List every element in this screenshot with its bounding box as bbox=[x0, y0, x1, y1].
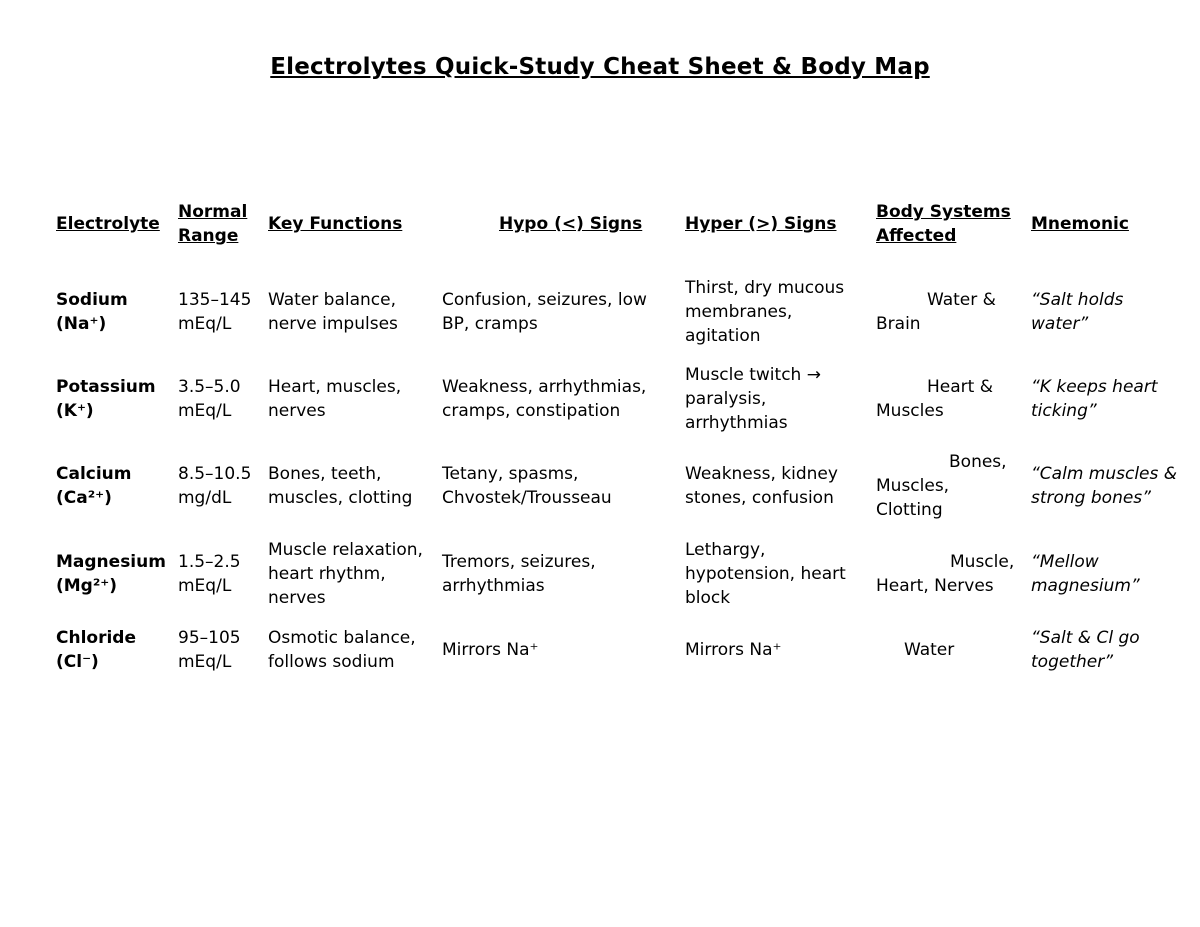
electrolyte-symbol-line: (Mg²⁺) bbox=[56, 576, 118, 596]
electrolyte-name-line: Potassium bbox=[56, 377, 156, 397]
key-functions bbox=[268, 375, 401, 423]
text-line: Weakness, arrhythmias, bbox=[442, 377, 647, 397]
text-line: “Salt holds bbox=[1031, 290, 1124, 310]
text-line: Heart, muscles, bbox=[268, 377, 402, 397]
text-line: Confusion, seizures, low bbox=[442, 290, 647, 310]
normal-range bbox=[178, 288, 251, 336]
mnemonic bbox=[1031, 626, 1140, 674]
hypo-signs bbox=[442, 288, 647, 336]
key-functions bbox=[268, 538, 423, 610]
text-line: arrhythmias bbox=[685, 413, 788, 433]
text-line: block bbox=[685, 588, 731, 608]
range-value: 135–145 bbox=[178, 290, 252, 310]
electrolyte-name-line: Chloride bbox=[56, 628, 136, 648]
text-line: Tetany, spasms, bbox=[442, 464, 579, 484]
text-line: Bones, bbox=[949, 452, 1007, 472]
mnemonic bbox=[1031, 375, 1157, 423]
range-unit: mEq/L bbox=[178, 401, 232, 421]
range-unit: mEq/L bbox=[178, 652, 232, 672]
electrolyte-name bbox=[56, 550, 166, 598]
range-unit: mEq/L bbox=[178, 576, 232, 596]
range-unit: mg/dL bbox=[178, 488, 232, 508]
header-electrolyte: Electrolyte bbox=[56, 214, 160, 234]
electrolyte-name-line: Magnesium bbox=[56, 552, 166, 572]
text-line: Brain bbox=[876, 314, 921, 334]
text-line: “Mellow bbox=[1031, 552, 1099, 572]
text-line: strong bones” bbox=[1031, 488, 1151, 508]
text-line: “Salt & Cl go bbox=[1031, 628, 1140, 648]
text-line: Clotting bbox=[876, 500, 943, 520]
normal-range bbox=[178, 626, 241, 674]
text-line: membranes, bbox=[685, 302, 793, 322]
normal-range bbox=[178, 462, 251, 510]
text-line: hypotension, heart bbox=[685, 564, 846, 584]
electrolyte-symbol-line: (Na⁺) bbox=[56, 314, 107, 334]
text-line: Heart & bbox=[927, 377, 993, 397]
text-line: Water balance, bbox=[268, 290, 396, 310]
text-line: stones, confusion bbox=[685, 488, 834, 508]
header-normal-range-line-1: Normal bbox=[178, 202, 248, 222]
text-line: Bones, teeth, bbox=[268, 464, 382, 484]
hypo-signs bbox=[442, 375, 646, 423]
text-line: follows sodium bbox=[268, 652, 395, 672]
header-body-systems bbox=[876, 200, 1011, 248]
body-systems bbox=[876, 450, 1007, 522]
text-line: magnesium” bbox=[1031, 576, 1140, 596]
header-normal-range bbox=[178, 200, 247, 248]
electrolyte-symbol-line: (Cl⁻) bbox=[56, 652, 99, 672]
normal-range bbox=[178, 550, 241, 598]
text-line: Mirrors Na⁺ bbox=[685, 640, 782, 660]
hyper-signs bbox=[685, 638, 781, 662]
text-line: paralysis, bbox=[685, 389, 767, 409]
text-line: ticking” bbox=[1031, 401, 1097, 421]
text-line: Mirrors Na⁺ bbox=[442, 640, 539, 660]
text-line: Thirst, dry mucous bbox=[685, 278, 845, 298]
key-functions bbox=[268, 462, 412, 510]
electrolyte-name-line: Calcium bbox=[56, 464, 132, 484]
text-line: BP, cramps bbox=[442, 314, 538, 334]
text-line: arrhythmias bbox=[442, 576, 545, 596]
header-body-systems-line-1: Body Systems bbox=[876, 202, 1011, 222]
text-line: nerves bbox=[268, 588, 326, 608]
range-unit: mEq/L bbox=[178, 314, 232, 334]
header-hyper-signs: Hyper (>) Signs bbox=[685, 214, 837, 234]
text-line: Chvostek/Trousseau bbox=[442, 488, 612, 508]
mnemonic bbox=[1031, 462, 1177, 510]
text-line: heart rhythm, bbox=[268, 564, 386, 584]
hyper-signs bbox=[685, 538, 846, 610]
text-line: Muscle, bbox=[950, 552, 1015, 572]
range-value: 3.5–5.0 bbox=[178, 377, 241, 397]
hyper-signs bbox=[685, 462, 838, 510]
electrolyte-name bbox=[56, 288, 128, 336]
mnemonic bbox=[1031, 550, 1140, 598]
body-systems bbox=[876, 375, 993, 423]
hypo-signs bbox=[442, 638, 538, 662]
header-normal-range-line-2: Range bbox=[178, 226, 239, 246]
mnemonic bbox=[1031, 288, 1123, 336]
text-line: Lethargy, bbox=[685, 540, 766, 560]
range-value: 8.5–10.5 bbox=[178, 464, 252, 484]
text-line: cramps, constipation bbox=[442, 401, 621, 421]
text-line: Weakness, kidney bbox=[685, 464, 838, 484]
text-line: nerves bbox=[268, 401, 326, 421]
header-hypo-signs: Hypo (<) Signs bbox=[499, 214, 643, 234]
header-body-systems-line-2: Affected bbox=[876, 226, 957, 246]
electrolyte-name bbox=[56, 462, 132, 510]
text-line: Muscle relaxation, bbox=[268, 540, 423, 560]
hyper-signs bbox=[685, 276, 844, 348]
key-functions bbox=[268, 288, 398, 336]
header-key-functions: Key Functions bbox=[268, 214, 403, 234]
hypo-signs bbox=[442, 462, 612, 510]
electrolyte-symbol-line: (K⁺) bbox=[56, 401, 94, 421]
text-line: Tremors, seizures, bbox=[442, 552, 596, 572]
text-line: Water bbox=[904, 640, 955, 660]
text-line: agitation bbox=[685, 326, 761, 346]
page-title: Electrolytes Quick-Study Cheat Sheet & Body Map bbox=[270, 54, 930, 80]
electrolyte-symbol-line: (Ca²⁺) bbox=[56, 488, 112, 508]
text-line: water” bbox=[1031, 314, 1089, 334]
hyper-signs bbox=[685, 363, 821, 435]
range-value: 1.5–2.5 bbox=[178, 552, 241, 572]
hypo-signs bbox=[442, 550, 596, 598]
text-line: “Calm muscles & bbox=[1031, 464, 1178, 484]
body-systems bbox=[904, 638, 954, 662]
key-functions bbox=[268, 626, 416, 674]
text-line: together” bbox=[1031, 652, 1114, 672]
header-mnemonic: Mnemonic bbox=[1031, 214, 1129, 234]
text-line: nerve impulses bbox=[268, 314, 398, 334]
electrolyte-name-line: Sodium bbox=[56, 290, 128, 310]
text-line: “K keeps heart bbox=[1031, 377, 1158, 397]
electrolyte-name bbox=[56, 375, 156, 423]
text-line: muscles, clotting bbox=[268, 488, 413, 508]
text-line: Heart, Nerves bbox=[876, 576, 994, 596]
text-line: Water & bbox=[927, 290, 996, 310]
text-line: Osmotic balance, bbox=[268, 628, 416, 648]
electrolyte-name bbox=[56, 626, 136, 674]
text-line: Muscles, bbox=[876, 476, 950, 496]
normal-range bbox=[178, 375, 241, 423]
text-line: Muscle twitch → bbox=[685, 365, 821, 385]
body-systems bbox=[876, 288, 996, 336]
body-systems bbox=[876, 550, 1014, 598]
text-line: Muscles bbox=[876, 401, 944, 421]
range-value: 95–105 bbox=[178, 628, 241, 648]
